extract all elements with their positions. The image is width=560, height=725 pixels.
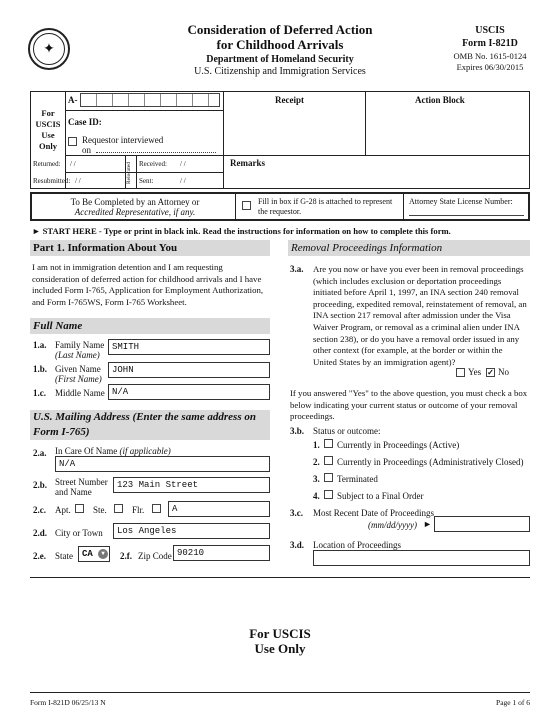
returned-date: / / [70, 160, 76, 168]
received-date: / / [180, 160, 186, 168]
received-label: Received: [139, 160, 167, 168]
apt-number-input[interactable]: A [168, 501, 270, 517]
option3-label: Terminated [337, 474, 378, 484]
resubmitted-label: Resubmitted: [33, 177, 71, 185]
option4-label: Subject to a Final Order [337, 491, 424, 501]
apt-num: 2.c. [33, 505, 46, 515]
agency-name: U.S. Citizenship and Immigration Services [194, 66, 366, 77]
license-label: Attorney State License Number: [409, 197, 513, 206]
date-format: (mm/dd/yyyy) [368, 520, 417, 530]
removal-heading: Removal Proceedings Information [288, 240, 530, 256]
date-num: 3.c. [290, 508, 303, 518]
attorney-line2: Accredited Representative, if any. [74, 207, 196, 217]
street-input[interactable]: 123 Main Street [113, 477, 270, 493]
form-agency: USCIS [475, 25, 505, 36]
a-number-prefix: A- [68, 95, 78, 105]
g28-checkbox[interactable] [242, 201, 251, 210]
option4-checkbox[interactable] [324, 490, 333, 499]
uscis-side-label: For USCIS Use Only [35, 108, 61, 151]
option2-checkbox[interactable] [324, 456, 333, 465]
zip-num: 2.f. [120, 551, 132, 561]
proceedings-date-input[interactable] [434, 516, 530, 532]
middle-label: Middle Name [55, 388, 105, 398]
removal-no-checkbox[interactable]: ✓ [487, 368, 494, 378]
state-label: State [55, 551, 73, 561]
relocated-label: Relocated [126, 162, 132, 184]
part1-heading: Part 1. Information About You [30, 240, 270, 256]
resubmitted-date: / / [75, 177, 81, 185]
state-value: CA [82, 549, 93, 559]
option1-checkbox[interactable] [324, 439, 333, 448]
city-num: 2.d. [33, 528, 48, 538]
g28-line2: the requestor. [258, 207, 302, 216]
middle-num: 1.c. [33, 388, 46, 398]
option1-num: 1. [313, 440, 320, 450]
license-input[interactable] [409, 215, 524, 216]
returned-label: Returned: [33, 160, 61, 168]
form-number: Form I-821D [462, 38, 518, 49]
full-name-heading: Full Name [30, 318, 270, 334]
action-block-label: Action Block [415, 95, 465, 105]
city-input[interactable]: Los Angeles [113, 523, 270, 539]
given-label: Given Name [55, 364, 101, 374]
attorney-line1: To Be Completed by an Attorney or [70, 197, 200, 207]
sent-date: / / [180, 177, 186, 185]
interviewed-checkbox[interactable] [68, 137, 77, 146]
careof-label: In Care Of Name [55, 446, 118, 456]
zip-input[interactable]: 90210 [173, 545, 270, 561]
family-num: 1.a. [33, 340, 47, 350]
careof-sub: (if applicable) [119, 446, 171, 456]
start-here: ► START HERE - Type or print in black ink. Read the instructions for information on how to complete this form. [32, 226, 451, 236]
part1-intro: I am not in immigration detention and I am requesting consideration of deferred action for childhood arrivals and I have included Form I-765, Application for Employment Authorization, and Form I-765WS, Form I-765 Worksheet. [32, 262, 264, 307]
family-sub: (Last Name) [55, 350, 100, 360]
flr-label: Flr. [132, 505, 145, 515]
street-num: 2.b. [33, 480, 48, 490]
expiration-date: Expires 06/30/2015 [456, 62, 524, 72]
form-title-line2: for Childhood Arrivals [216, 37, 344, 52]
remarks-label: Remarks [230, 158, 265, 168]
status-num: 3.b. [290, 426, 305, 436]
removal-question: Are you now or have you ever been in removal proceedings (which includes exclusion or deportation proceedings initiated before April 1, 1997, an INA section 240 removal proceeding, expedited removal, reinstatement of removal, an INA section 217 removal after admission under the Visa Waiver Program, or removal as a criminal alien under INA section 238), or do you have a removal order issued in any other context (for example, at the border or within the United States by an immigration agent)? [313, 264, 527, 367]
omb-number: OMB No. 1615-0124 [453, 51, 527, 61]
option1-label: Currently in Proceedings (Active) [337, 440, 460, 450]
ste-checkbox[interactable] [114, 504, 123, 513]
middle-name-input[interactable]: N/A [108, 384, 270, 400]
sent-label: Sent: [139, 177, 154, 185]
option2-num: 2. [313, 457, 320, 467]
a-number-boxes[interactable] [80, 93, 220, 107]
case-id-label: Case ID: [68, 117, 102, 127]
family-label: Family Name [55, 340, 105, 350]
yes-label: Yes [468, 367, 482, 377]
given-num: 1.b. [33, 364, 48, 374]
date-label: Most Recent Date of Proceedings [313, 508, 434, 518]
option3-num: 3. [313, 474, 320, 484]
loc-num: 3.d. [290, 540, 305, 550]
option3-checkbox[interactable] [324, 473, 333, 482]
street-label: Street Number and Name [55, 477, 108, 497]
removal-yes-checkbox[interactable] [456, 368, 465, 377]
chevron-down-icon: ▼ [98, 549, 108, 559]
apt-label: Apt. [55, 505, 71, 515]
mailing-heading: U.S. Mailing Address (Enter the same address on Form I-765) [30, 410, 270, 440]
receipt-label: Receipt [275, 95, 304, 105]
family-name-input[interactable]: SMITH [108, 339, 270, 355]
interviewed-on-label: on [82, 145, 91, 155]
apt-checkbox[interactable] [75, 504, 84, 513]
location-input[interactable] [313, 550, 530, 566]
flr-checkbox[interactable] [152, 504, 161, 513]
dept-name: Department of Homeland Security [206, 54, 354, 65]
option2-label: Currently in Proceedings (Administratively Closed) [337, 457, 524, 467]
interviewed-label: Requestor interviewed [82, 135, 164, 145]
loc-label: Location of Proceedings [313, 540, 401, 550]
arrow-right-icon: ► [423, 519, 432, 529]
uscis-use-line1: For USCIS [249, 626, 311, 641]
no-label: No [498, 367, 509, 377]
removal-q-num: 3.a. [290, 264, 304, 274]
given-name-input[interactable]: JOHN [108, 362, 270, 378]
footer-page: Page 1 of 6 [496, 698, 530, 707]
ste-label: Ste. [93, 505, 107, 515]
dhs-seal-icon: ✦ [28, 28, 70, 70]
state-num: 2.e. [33, 551, 46, 561]
uscis-use-line2: Use Only [254, 641, 306, 656]
careof-input[interactable]: N/A [55, 456, 270, 472]
state-select[interactable] [78, 546, 110, 562]
removal-followup: If you answered "Yes" to the above question, you must check a box below indicating your current status or outcome of your removal proceedings. [290, 388, 528, 422]
status-label: Status or outcome: [313, 426, 381, 436]
zip-label: Zip Code [138, 551, 172, 561]
form-title-line1: Consideration of Deferred Action [187, 22, 373, 37]
option4-num: 4. [313, 491, 320, 501]
given-sub: (First Name) [55, 374, 102, 384]
footer-form-id: Form I-821D 06/25/13 N [30, 698, 106, 707]
careof-num: 2.a. [33, 448, 47, 458]
g28-line1: Fill in box if G-28 is attached to represent [258, 197, 393, 206]
city-label: City or Town [55, 528, 103, 538]
